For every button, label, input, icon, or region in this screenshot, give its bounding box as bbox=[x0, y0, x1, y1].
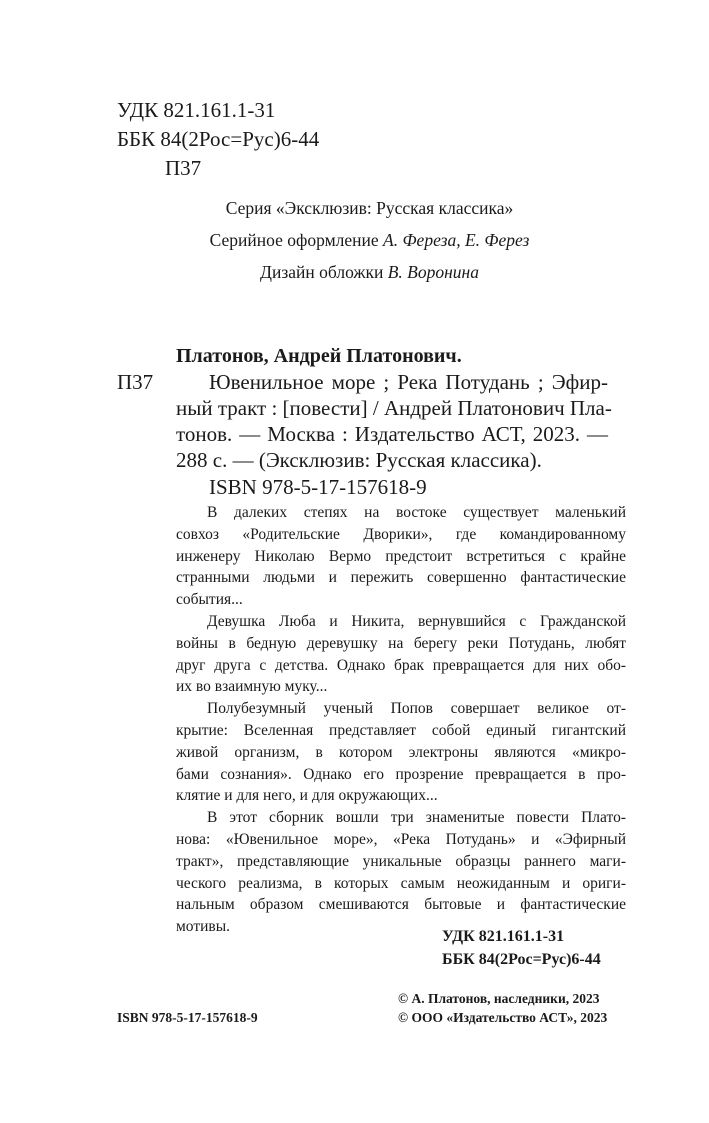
annotation-paragraph bbox=[176, 502, 626, 611]
cover-design-name: В. Воронина bbox=[387, 262, 479, 282]
annotation-line: войны в бедную деревушку на берегу реки Потудань, любят bbox=[176, 634, 626, 652]
author-mark: П37 bbox=[165, 156, 202, 180]
series-design-credit bbox=[30, 224, 709, 256]
classification-block bbox=[117, 96, 319, 183]
biblio-line: Ювенильное море ; Река Потудань ; Эфир- bbox=[209, 370, 608, 394]
annotation-line: бами сознания». Однако его прозрение превращается в про- bbox=[176, 765, 626, 783]
annotation-line: нальным образом смешиваются бытовые и фантастические bbox=[176, 896, 626, 914]
annotation-line: Девушка Люба и Никита, вернувшийся с Гражданской bbox=[207, 612, 626, 630]
record-isbn: ISBN 978-5-17-157618-9 bbox=[209, 475, 427, 499]
annotation-line: живой организм, в котором электроны являются «микро- bbox=[176, 743, 626, 761]
record-author-mark: П37 bbox=[117, 370, 154, 394]
series-design-label: Серийное оформление bbox=[209, 230, 379, 250]
annotation-line: их во взаимную муку... bbox=[176, 678, 328, 696]
annotation-line: В далеких степях на востоке существует маленький bbox=[207, 504, 626, 521]
annotation-line: события... bbox=[176, 591, 243, 609]
annotation-paragraph bbox=[176, 698, 626, 807]
annotation-line: странными людьми и пережить совершенно фантастические bbox=[176, 569, 626, 587]
annotation bbox=[176, 502, 626, 938]
annotation-line: нова: «Ювенильное море», «Река Потудань» и «Эфирный bbox=[176, 830, 626, 848]
series-block bbox=[0, 192, 709, 288]
cover-design-label: Дизайн обложки bbox=[260, 262, 384, 282]
biblio-line: ный тракт : [повести] / Андрей Платонович Пла- bbox=[176, 396, 612, 420]
footer-isbn: ISBN 978-5-17-157618-9 bbox=[117, 1010, 258, 1025]
footer-udk: УДК 821.161.1-31 bbox=[442, 928, 565, 945]
footer-bbk: ББК 84(2Рос=Рус)6-44 bbox=[442, 951, 601, 968]
annotation-line: мотивы. bbox=[176, 918, 231, 936]
annotation-line: ческого реализма, в которых самым неожиданным и ориги- bbox=[176, 874, 626, 892]
copyright-block bbox=[398, 989, 607, 1027]
annotation-line: клятие и для него, и для окружающих... bbox=[176, 787, 438, 805]
annotation-line: друг друга с детства. Однако брак превращается для них обо- bbox=[176, 656, 626, 674]
bibliographic-description bbox=[176, 369, 612, 473]
annotation-line: крытие: Вселенная представляет собой единый гигантский bbox=[176, 721, 626, 739]
annotation-line: В этот сборник вошли три знаменитые повести Плато- bbox=[207, 809, 626, 827]
annotation-paragraph bbox=[176, 611, 626, 698]
cover-design-credit bbox=[30, 256, 709, 288]
annotation-line: совхоз «Родительские Дворики», где командированному bbox=[176, 525, 626, 543]
annotation-paragraph bbox=[176, 807, 626, 938]
annotation-line: тракт», представляющие уникальные образцы раннего маги- bbox=[176, 852, 626, 870]
footer-classification bbox=[442, 925, 601, 971]
annotation-line: Полубезумный ученый Попов совершает великое от- bbox=[207, 700, 626, 718]
annotation-line: инженеру Николаю Вермо предстоит встретиться с крайне bbox=[176, 547, 626, 565]
copyright-publisher: © ООО «Издательство АСТ», 2023 bbox=[398, 1010, 608, 1025]
biblio-line: 288 с. — (Эксклюзив: Русская классика). bbox=[176, 448, 542, 472]
biblio-line: тонов. — Москва : Издательство АСТ, 2023. — bbox=[176, 422, 608, 446]
bbk-code: ББК 84(2Рос=Рус)6-44 bbox=[117, 127, 320, 151]
series-design-names: А. Фереза, Е. Ферез bbox=[383, 230, 530, 250]
copyright-author: © А. Платонов, наследники, 2023 bbox=[398, 991, 600, 1006]
udk-code: УДК 821.161.1-31 bbox=[117, 98, 276, 122]
record-author: Платонов, Андрей Платонович. bbox=[176, 345, 462, 367]
series-title: Серия «Эксклюзив: Русская классика» bbox=[225, 198, 514, 218]
